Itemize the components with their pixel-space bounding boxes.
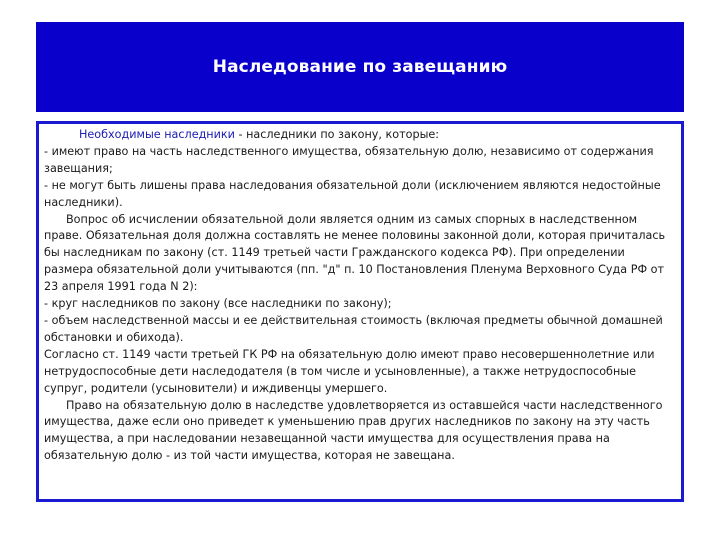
paragraph-3: Согласно ст. 1149 части третьей ГК РФ на обязательную долю имеют право несовершеннолетние или нетрудоспособные дети наследодателя (в том числе и усыновленные), а также нетрудоспособные супруг, родители (усыновители) и иждивенцы умершего. (44, 347, 655, 395)
list-line-2: - не могут быть лишены права наследования обязательной доли (исключением являются недостойные наследники). (44, 178, 661, 209)
highlight-term: Необходимые наследники (79, 128, 235, 141)
paragraph-2: Вопрос об исчислении обязательной доли является одним из самых спорных в наследственном праве. Обязательная доля должна составлять не менее половины законной доли, которая причиталась бы наследникам по закону (ст. 1149 третьей части Гражданского кодекса РФ). При определении размера обязательной доли учитываются (пп. "д" п. 10 Постановления Пленума Верховного Суда РФ от 23 апреля 1991 года N 2): (44, 212, 666, 294)
paragraph-4: Право на обязательную долю в наследстве удовлетворяется из оставшейся части наследственного имущества, даже если оно приведет к уменьшению прав других наследников по закону на эту часть имущества, а при наследовании незавещанной части имущества для осуществления права на обязательную долю - из той части имущества, которая не завещана. (44, 398, 663, 463)
intro-rest: - наследники по закону, которые: (234, 128, 440, 141)
list-line-1: - имеют право на часть наследственного имущества, обязательную долю, независимо от содержания завещания; (44, 144, 654, 175)
list-line-3: - круг наследников по закону (все наследники по закону); (44, 297, 392, 311)
content-box (36, 121, 684, 502)
slide-title: Наследование по завещанию (212, 57, 508, 77)
intro-paragraph (44, 127, 675, 144)
list-line-4: - объем наследственной массы и ее действительная стоимость (включая предметы обычной домашней обстановки и обихода). (44, 313, 663, 344)
slide-title-bar (36, 22, 684, 112)
